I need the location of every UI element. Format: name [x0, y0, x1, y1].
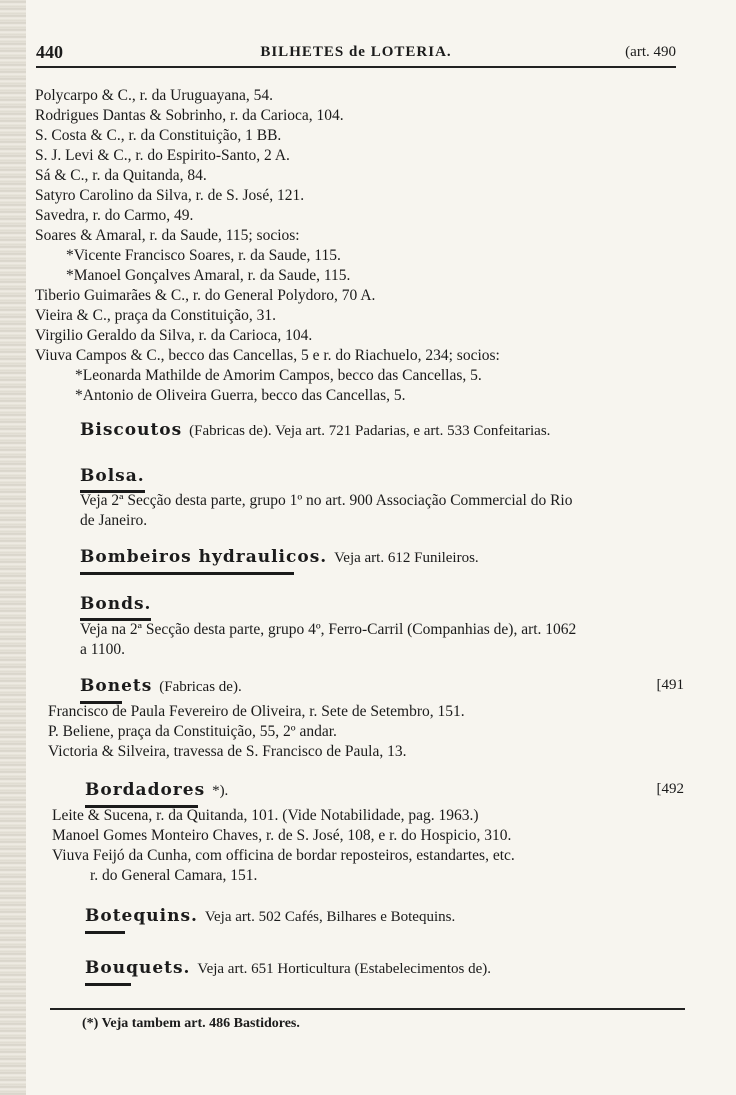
section-note: *). — [212, 783, 229, 799]
section-bolsa — [80, 465, 145, 487]
section-title-text: Bonets — [80, 676, 153, 696]
listing-line: S. Costa & C., r. da Constituição, 1 BB. — [35, 127, 282, 144]
listing-line: Viuva Campos & C., becco das Cancellas, 5 e r. do Riachuelo, 234; socios: — [35, 347, 500, 364]
partner-line: *Manoel Gonçalves Amaral, r. da Saude, 115. — [66, 267, 351, 284]
section-text-line: de Janeiro. — [80, 512, 148, 529]
listing-line: Vieira & C., praça da Constituição, 31. — [35, 307, 276, 324]
listing-line: Sá & C., r. da Quitanda, 84. — [35, 167, 207, 184]
listing-line: Polycarpo & C., r. da Uruguayana, 54. — [35, 87, 274, 104]
section-bonets — [80, 675, 242, 698]
listing-line: Francisco de Paula Fevereiro de Oliveira, r. Sete de Setembro, 151. — [48, 703, 465, 720]
page-header — [36, 38, 676, 68]
listing-line: Victoria & Silveira, travessa de S. Francisco de Paula, 13. — [48, 743, 407, 760]
section-title-text: Bouquets. — [85, 958, 191, 978]
section-underline — [85, 983, 131, 986]
listing-line: Manoel Gomes Monteiro Chaves, r. de S. José, 108, e r. do Hospicio, 310. — [52, 827, 512, 844]
listing-line: Satyro Carolino da Silva, r. de S. José, 121. — [35, 187, 305, 204]
section-underline — [85, 931, 125, 934]
section-title-text: Biscoutos — [80, 420, 183, 440]
section-bouquets — [85, 957, 491, 980]
listing-line: Viuva Feijó da Cunha, com officina de bordar reposteiros, estandartes, etc. — [52, 847, 515, 864]
section-note: Veja art. 651 Horticultura (Estabelecimentos de). — [197, 961, 492, 977]
article-reference: (art. 490 — [625, 44, 676, 60]
footnote: (*) Veja tambem art. 486 Bastidores. — [82, 1016, 300, 1031]
scan-edge-decoration — [0, 0, 26, 1095]
section-text-line: Veja 2ª Secção desta parte, grupo 1º no art. 900 Associação Commercial do Rio — [80, 492, 573, 509]
section-title-text: Bonds. — [80, 594, 152, 614]
section-code: [492 — [656, 781, 684, 797]
listing-line: Leite & Sucena, r. da Quitanda, 101. (Vide Notabilidade, pag. 1963.) — [52, 807, 479, 824]
section-title-text: Bolsa. — [80, 466, 145, 486]
listing-line: P. Beliene, praça da Constituição, 55, 2º andar. — [48, 723, 337, 740]
section-note: Veja art. 502 Cafés, Bilhares e Botequins. — [204, 909, 456, 925]
section-note: Veja art. 612 Funileiros. — [334, 550, 479, 566]
listing-line: Savedra, r. do Carmo, 49. — [35, 207, 194, 224]
section-biscoutos — [80, 419, 550, 442]
partner-line: *Antonio de Oliveira Guerra, becco das Cancellas, 5. — [75, 387, 406, 404]
section-note: (Fabricas de). Veja art. 721 Padarias, e art. 533 Confeitarias. — [189, 423, 551, 439]
section-underline — [80, 572, 294, 575]
listing-line: Rodrigues Dantas & Sobrinho, r. da Carioca, 104. — [35, 107, 344, 124]
partner-line: *Vicente Francisco Soares, r. da Saude, 115. — [66, 247, 341, 264]
partner-line: *Leonarda Mathilde de Amorim Campos, becco das Cancellas, 5. — [75, 367, 482, 384]
listing-line: S. J. Levi & C., r. do Espirito-Santo, 2 A. — [35, 147, 290, 164]
section-bombeiros — [80, 546, 479, 569]
section-text-line: a 1100. — [80, 641, 126, 658]
section-title-text: Bombeiros hydraulicos. — [80, 547, 328, 567]
listing-line: Tiberio Guimarães & C., r. do General Polydoro, 70 A. — [35, 287, 376, 304]
listing-line: Soares & Amaral, r. da Saude, 115; socios: — [35, 227, 300, 244]
section-note: (Fabricas de). — [159, 679, 242, 695]
section-code: [491 — [656, 677, 684, 693]
section-title-text: Botequins. — [85, 906, 198, 926]
footnote-divider — [50, 1008, 685, 1010]
section-bordadores — [85, 779, 228, 802]
page-number: 440 — [36, 42, 63, 62]
section-botequins — [85, 905, 455, 928]
listing-line: Virgilio Geraldo da Silva, r. da Carioca, 104. — [35, 327, 313, 344]
section-title-text: Bordadores — [85, 780, 206, 800]
running-title: BILHETES de LOTERIA. — [260, 44, 452, 60]
section-bonds — [80, 593, 151, 615]
section-text-line: Veja na 2ª Secção desta parte, grupo 4º, Ferro-Carril (Companhias de), art. 1062 — [80, 621, 577, 638]
listing-line: r. do General Camara, 151. — [90, 867, 258, 884]
